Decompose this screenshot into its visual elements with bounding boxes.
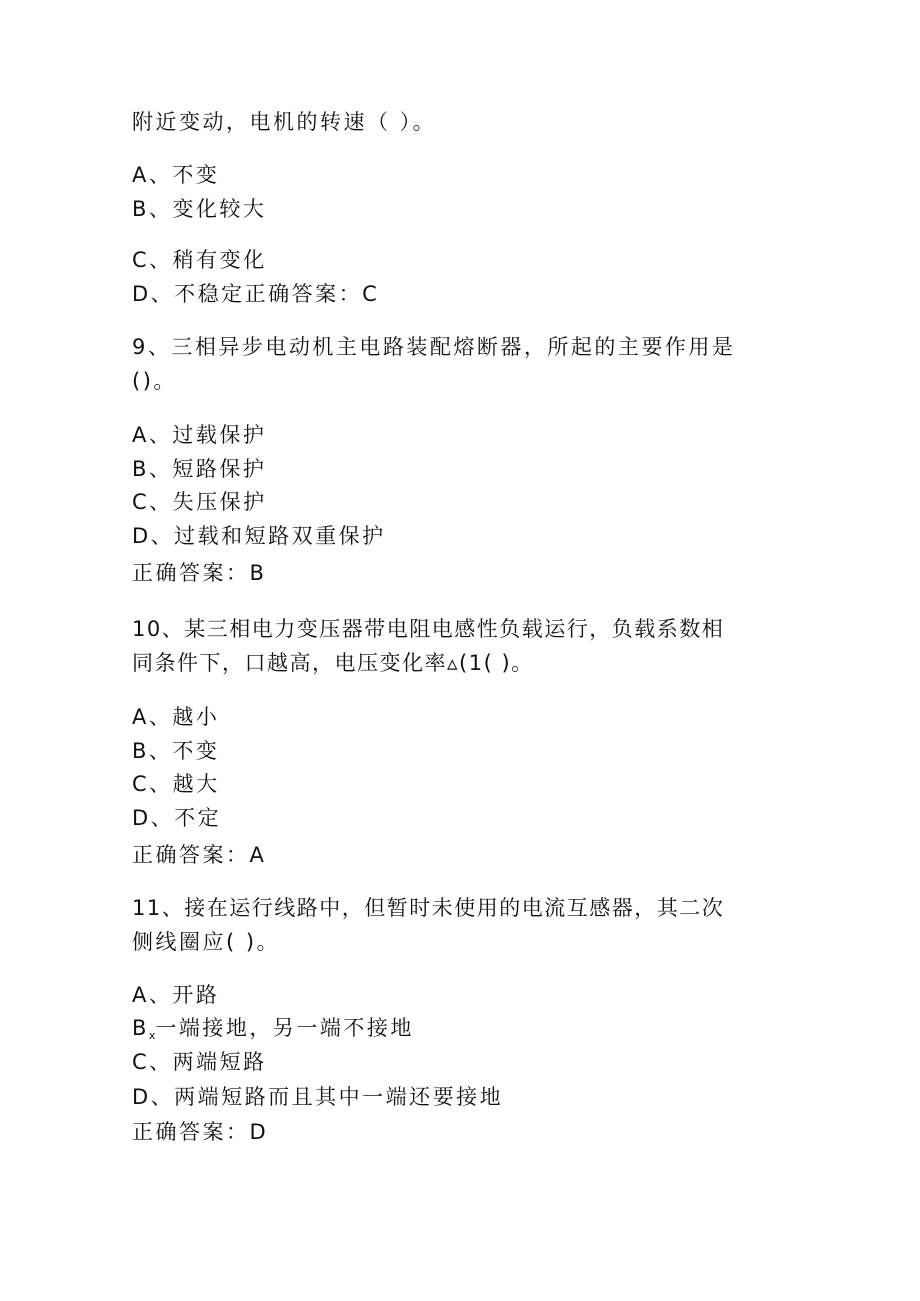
q8-stem-continued: 附近变动，电机的转速（ ）。 [132,110,437,134]
q10-answer: 正确答案：A [132,843,267,867]
q10-stem-continued: 同条件下，口越高，电压变化率▵(1( )。 [132,651,534,675]
q9-stem: 9、三相异步电动机主电路装配熔断器，所起的主要作用是 [132,335,736,359]
q11-option-b-letter: B [132,1016,149,1040]
q11-answer: 正确答案：D [132,1120,269,1144]
q9-option-b: B、短路保护 [132,457,267,481]
q8-option-c: C、稍有变化 [132,248,267,272]
q11-option-d: D、两端短路而且其中一端还要接地 [132,1085,504,1109]
q10-option-c: C、越大 [132,772,220,796]
q11-option-b-subscript: x [148,1029,156,1042]
q10-option-b: B、不变 [132,739,220,763]
q9-option-c: C、失压保护 [132,490,267,514]
q11-option-a: A、开路 [132,983,220,1007]
q11-stem-continued: 侧线圈应( )。 [132,930,281,954]
q11-stem: 11、接在运行线路中，但暂时未使用的电流互感器，其二次 [132,896,725,920]
q9-option-a: A、过载保护 [132,423,267,447]
q11-option-b [132,1013,414,1051]
q8-option-d-and-answer: D、不稳定正确答案：C [132,282,380,306]
q10-stem: 10、某三相电力变压器带电阻电感性负载运行，负载系数相 [132,617,725,641]
q11-option-b-text: 一端接地，另一端不接地 [155,1016,414,1040]
q9-answer: 正确答案：B [132,561,267,585]
q11-option-c: C、两端短路 [132,1050,267,1074]
q9-option-d: D、过载和短路双重保护 [132,524,386,548]
q10-option-a: A、越小 [132,705,220,729]
q8-option-a: A、不变 [132,163,220,187]
q8-option-b: B、变化较大 [132,197,267,221]
q9-stem-continued: ()。 [132,369,177,393]
q10-option-d: D、不定 [132,806,222,830]
